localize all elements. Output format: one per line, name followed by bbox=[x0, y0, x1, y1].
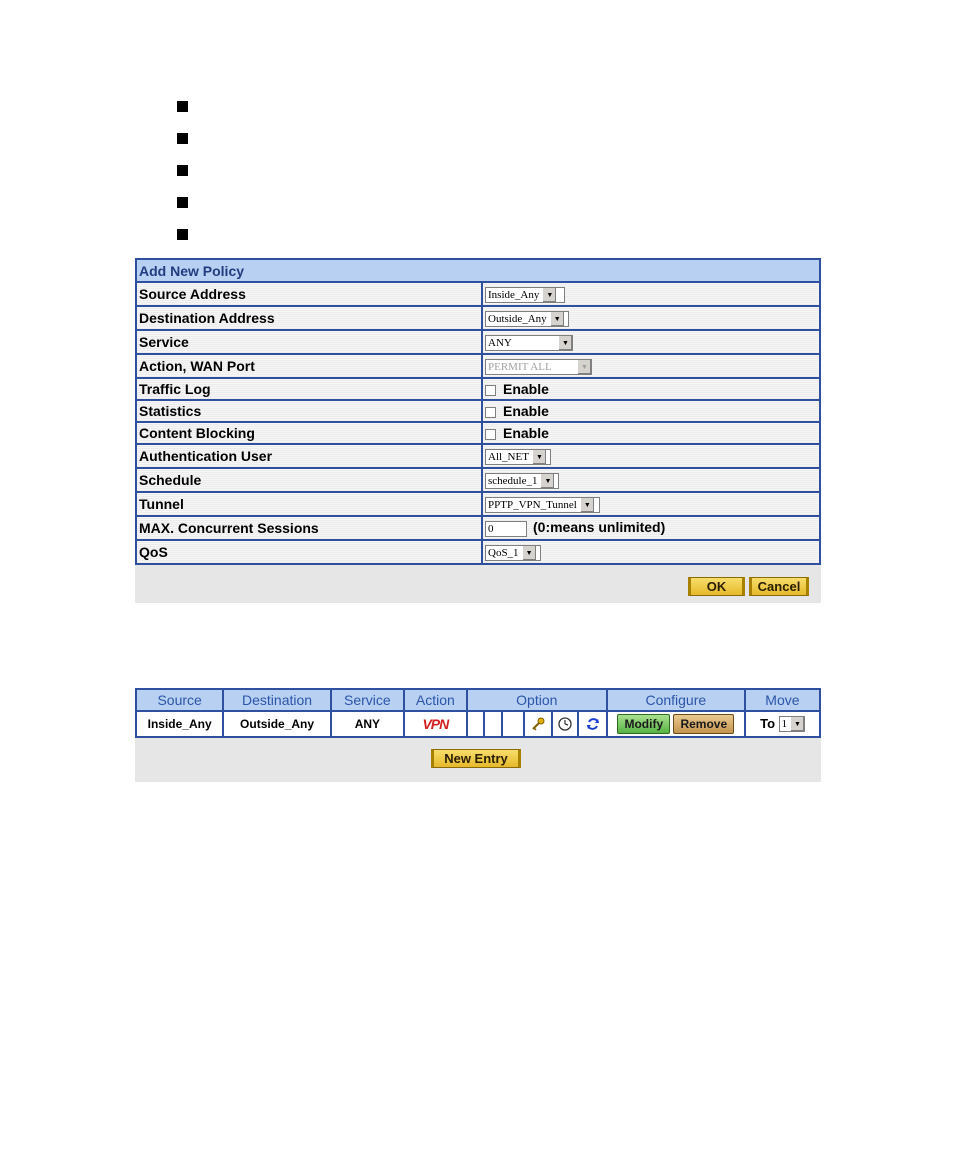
bullet bbox=[177, 101, 188, 112]
tunnel-select[interactable]: PPTP_VPN_Tunnel ▼ bbox=[485, 497, 600, 513]
cancel-button[interactable]: Cancel bbox=[749, 577, 809, 596]
authentication-user-select[interactable]: All_NET ▼ bbox=[485, 449, 551, 465]
service-select[interactable]: ANY ▼ bbox=[485, 335, 573, 351]
col-destination-header: Destination bbox=[223, 689, 331, 711]
source-address-label: Source Address bbox=[136, 282, 482, 306]
action-wan-port-label: Action, WAN Port bbox=[136, 354, 482, 378]
row-service: ANY bbox=[331, 711, 404, 737]
chevron-down-icon: ▼ bbox=[577, 360, 591, 374]
schedule-select[interactable]: schedule_1 ▼ bbox=[485, 473, 559, 489]
list-footer bbox=[135, 738, 821, 782]
option-empty-3 bbox=[502, 711, 524, 737]
content-blocking-option: Enable bbox=[503, 425, 549, 441]
col-service-header: Service bbox=[331, 689, 404, 711]
bullet-list bbox=[177, 101, 188, 261]
option-empty-1 bbox=[467, 711, 485, 737]
policy-list bbox=[135, 688, 821, 782]
table-row bbox=[136, 711, 820, 737]
traffic-log-label: Traffic Log bbox=[136, 378, 482, 400]
bullet bbox=[177, 197, 188, 208]
chevron-down-icon: ▼ bbox=[558, 336, 572, 350]
statistics-option: Enable bbox=[503, 403, 549, 419]
tunnel-label: Tunnel bbox=[136, 492, 482, 516]
destination-address-label: Destination Address bbox=[136, 306, 482, 330]
col-move-header: Move bbox=[745, 689, 820, 711]
content-blocking-checkbox[interactable] bbox=[485, 429, 496, 440]
add-policy-form bbox=[135, 258, 821, 603]
qos-label: QoS bbox=[136, 540, 482, 564]
col-configure-header: Configure bbox=[607, 689, 745, 711]
form-footer bbox=[135, 565, 821, 603]
schedule-label: Schedule bbox=[136, 468, 482, 492]
col-option-header: Option bbox=[467, 689, 607, 711]
bullet bbox=[177, 133, 188, 144]
statistics-checkbox[interactable] bbox=[485, 407, 496, 418]
content-blocking-label: Content Blocking bbox=[136, 422, 482, 444]
col-action-header: Action bbox=[404, 689, 467, 711]
row-destination: Outside_Any bbox=[223, 711, 331, 737]
bullet bbox=[177, 165, 188, 176]
ok-button[interactable]: OK bbox=[688, 577, 745, 596]
qos-select[interactable]: QoS_1 ▼ bbox=[485, 545, 541, 561]
vpn-icon: VPN bbox=[422, 716, 449, 732]
row-source: Inside_Any bbox=[136, 711, 223, 737]
service-label: Service bbox=[136, 330, 482, 354]
chevron-down-icon: ▼ bbox=[550, 312, 564, 326]
max-sessions-hint: (0:means unlimited) bbox=[533, 519, 666, 536]
bullet bbox=[177, 229, 188, 240]
chevron-down-icon: ▼ bbox=[790, 717, 804, 731]
destination-address-select[interactable]: Outside_Any ▼ bbox=[485, 311, 569, 327]
option-empty-2 bbox=[484, 711, 502, 737]
max-sessions-label: MAX. Concurrent Sessions bbox=[136, 516, 482, 540]
key-icon bbox=[531, 717, 545, 731]
modify-button[interactable]: Modify bbox=[617, 714, 670, 734]
chevron-down-icon: ▼ bbox=[532, 450, 546, 464]
chevron-down-icon: ▼ bbox=[542, 288, 556, 302]
refresh-icon bbox=[586, 717, 600, 731]
action-wan-port-select: PERMIT ALL ▼ bbox=[485, 359, 592, 375]
traffic-log-option: Enable bbox=[503, 381, 549, 397]
col-source-header: Source bbox=[136, 689, 223, 711]
new-entry-button[interactable]: New Entry bbox=[431, 749, 521, 768]
traffic-log-checkbox[interactable] bbox=[485, 385, 496, 396]
statistics-label: Statistics bbox=[136, 400, 482, 422]
remove-button[interactable]: Remove bbox=[673, 714, 734, 734]
source-address-select[interactable]: Inside_Any ▼ bbox=[485, 287, 565, 303]
clock-icon bbox=[558, 717, 572, 731]
chevron-down-icon: ▼ bbox=[540, 474, 554, 488]
move-to-label: To bbox=[760, 715, 776, 731]
max-sessions-input[interactable]: 0 bbox=[485, 521, 527, 537]
chevron-down-icon: ▼ bbox=[580, 498, 594, 512]
move-position-select[interactable]: 1 ▼ bbox=[779, 716, 805, 732]
chevron-down-icon: ▼ bbox=[522, 546, 536, 560]
form-title: Add New Policy bbox=[136, 259, 820, 282]
authentication-user-label: Authentication User bbox=[136, 444, 482, 468]
